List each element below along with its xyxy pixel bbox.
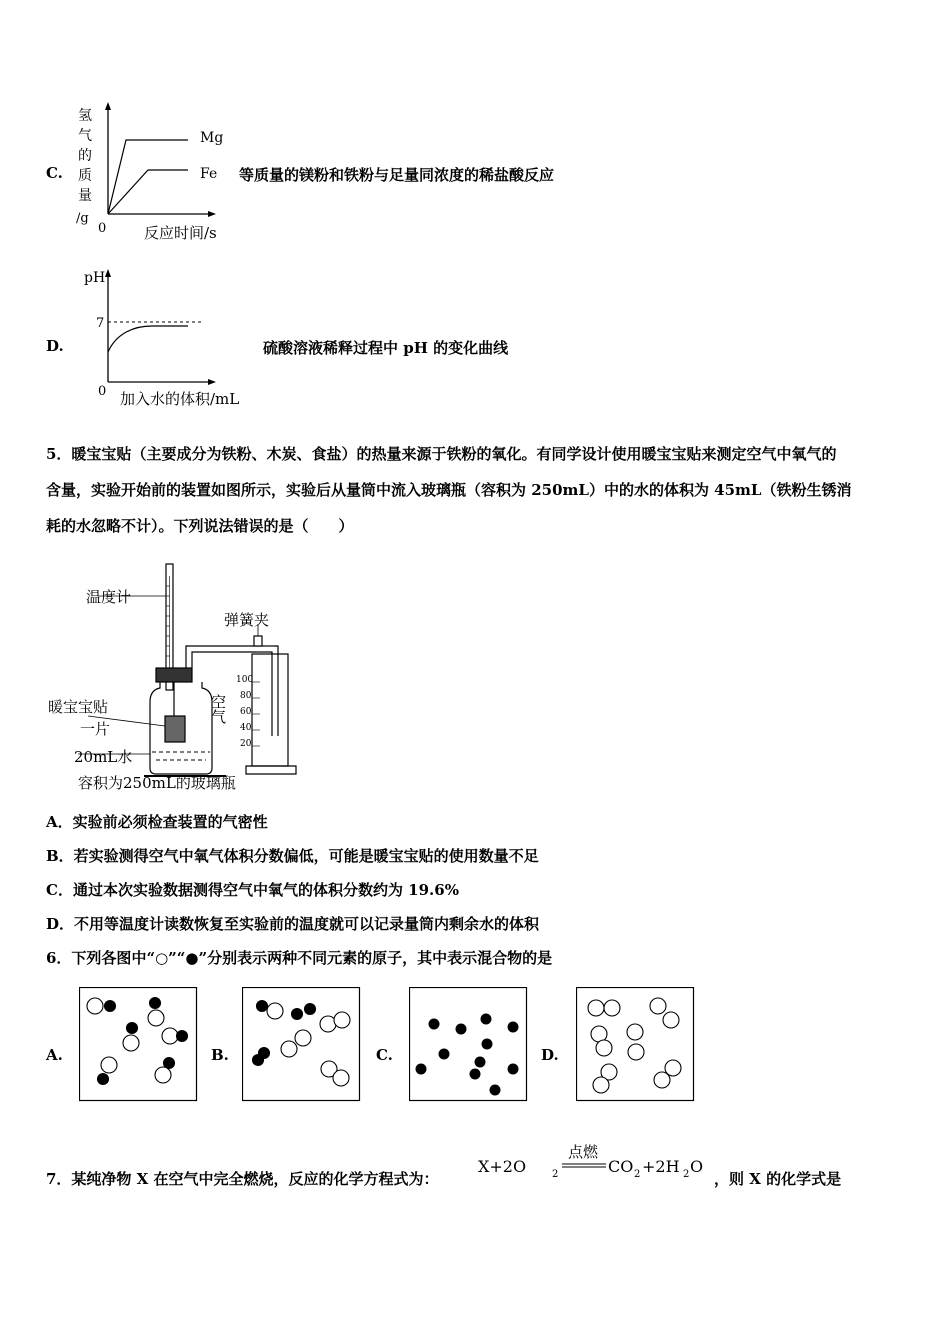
q7-stem-pre: 7．某纯净物 X 在空气中完全燃烧，反应的化学方程式为：	[46, 1170, 439, 1188]
q6-box-c	[409, 987, 529, 1102]
ph-curve	[108, 326, 188, 352]
question-5-stem	[46, 436, 911, 544]
ph-label: pH	[84, 270, 106, 286]
q5-line-1: 5．暖宝宝贴（主要成分为铁粉、木炭、食盐）的热量来源于铁粉的氧化。有同学设计使用暖宝宝贴来测定空气中氧气的	[46, 445, 837, 463]
eq-co2: CO	[608, 1157, 634, 1176]
option-c-text: 等质量的镁粉和铁粉与足量同浓度的稀盐酸反应	[239, 166, 555, 184]
y-axis-arrow	[105, 269, 111, 277]
hand-warmer	[165, 716, 185, 742]
q6-label-b: B.	[211, 1046, 229, 1064]
x-axis-arrow	[208, 379, 216, 385]
ylabel-char: 气	[78, 128, 92, 144]
level-7-label: 7	[96, 316, 105, 331]
ylabel-char: 的	[78, 148, 92, 164]
reaction-condition: 点燃	[568, 1143, 599, 1161]
scale-label: 80	[240, 691, 252, 701]
eq-sub: 2	[634, 1169, 641, 1180]
cylinder-scale-ticks	[252, 682, 260, 746]
x-axis-label: 加入水的体积/mL	[120, 390, 240, 408]
option-c-graph	[70, 98, 240, 248]
option-d-text: 硫酸溶液稀释过程中 pH 的变化曲线	[263, 339, 509, 357]
q7-stem-post: ，则 X 的化学式是	[714, 1170, 842, 1188]
q6-label-d: D.	[541, 1046, 559, 1064]
ylabel-char: 氢	[78, 108, 92, 124]
origin-label: 0	[98, 221, 107, 236]
mg-label: Mg	[200, 130, 224, 146]
eq-lhs: X+2O	[478, 1157, 527, 1176]
eq-water: +2H	[642, 1157, 680, 1176]
label-warmer-1: 暖宝宝贴	[48, 698, 109, 716]
label-bottle: 容积为250mL的玻璃瓶	[78, 774, 236, 792]
q6-label-a: A.	[46, 1046, 63, 1064]
label-clamp: 弹簧夹	[224, 611, 270, 629]
x-axis-arrow	[208, 211, 216, 217]
scale-label: 60	[240, 707, 252, 717]
cylinder-base	[246, 766, 296, 774]
fe-curve	[108, 170, 188, 214]
scale-label: 40	[240, 723, 252, 733]
x-axis-label: 反应时间/s	[144, 224, 217, 242]
mg-curve	[108, 140, 188, 214]
q6-box-b	[242, 987, 362, 1102]
question-7	[46, 1140, 926, 1200]
scale-label: 100	[236, 675, 254, 685]
q5-option-a: A．实验前必须检查装置的气密性	[46, 813, 268, 831]
ylabel-char: 质	[78, 168, 92, 184]
connecting-tube	[186, 646, 261, 668]
ylabel-char: 量	[78, 188, 92, 204]
origin-label: 0	[98, 384, 107, 399]
q6-box-d	[576, 987, 696, 1102]
eq-sub: 2	[552, 1169, 559, 1180]
spring-clamp	[254, 636, 262, 646]
option-c-ylabel	[76, 108, 92, 226]
label-air: 空气	[209, 694, 227, 724]
label-warmer-2: 一片	[80, 720, 111, 738]
q5-line-2: 含量，实验开始前的装置如图所示，实验后从量筒中流入玻璃瓶（容积为 250mL）中的水的体积为 45mL（铁粉生锈消	[46, 481, 852, 499]
eq-sub: 2	[683, 1169, 690, 1180]
option-d-graph	[78, 264, 258, 409]
q5-option-d: D．不用等温度计读数恢复至实验前的温度就可以记录量筒内剩余水的体积	[46, 915, 540, 933]
eq-oxygen: O	[690, 1157, 704, 1176]
chemical-equation	[476, 1140, 718, 1192]
label-thermometer: 温度计	[86, 588, 132, 606]
option-c-letter: C.	[46, 164, 63, 182]
question-6-stem: 6．下列各图中“○”“●”分别表示两种不同元素的原子，其中表示混合物的是	[46, 949, 553, 967]
option-d-letter: D.	[46, 337, 64, 355]
apparatus-figure	[46, 556, 336, 801]
q6-label-c: C.	[376, 1046, 393, 1064]
q5-line-3: 耗的水忽略不计）。下列说法错误的是（ ）	[46, 517, 354, 535]
q6-box-a	[79, 987, 199, 1102]
q5-option-c: C．通过本次实验数据测得空气中氧气的体积分数约为 19.6%	[46, 881, 459, 899]
ylabel-unit: /g	[76, 211, 89, 226]
stopper	[156, 668, 192, 682]
fe-label: Fe	[200, 166, 218, 182]
q5-option-b: B．若实验测得空气中氧气体积分数偏低，可能是暖宝宝贴的使用数量不足	[46, 847, 539, 865]
measuring-cylinder	[252, 654, 288, 766]
scale-label: 20	[240, 739, 252, 749]
label-water: 20mL水	[74, 748, 133, 766]
y-axis-arrow	[105, 102, 111, 110]
